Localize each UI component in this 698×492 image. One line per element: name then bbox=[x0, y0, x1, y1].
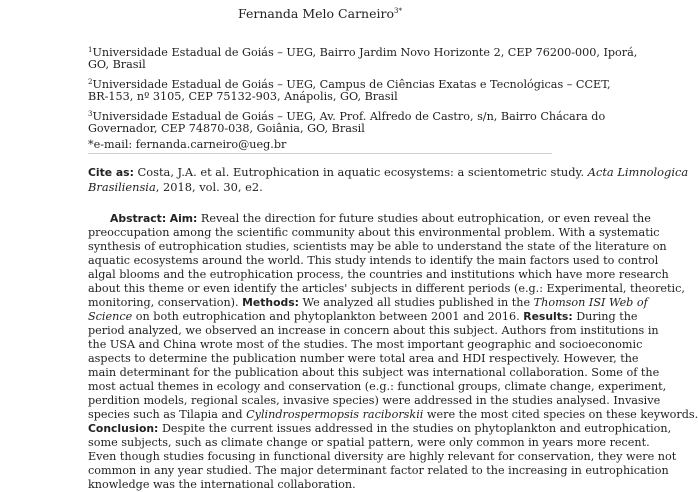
abstract-line-9: period analyzed, we observed an increase in concern about this subject. Authors from institutions in bbox=[88, 324, 659, 337]
affiliation-3-line-1: $^3$Universidade Estadual de Goiás – UEG, Av. Prof. Alfredo de Castro, s/n, Bairro Chácara do bbox=[88, 110, 606, 123]
abstract-line-7: monitoring, conservation). Methods: We analyzed all studies published in the Thomson ISI Web of bbox=[88, 296, 648, 309]
author-line bbox=[0, 6, 640, 21]
abstract-line-4: aquatic ecosystems around the world. This study intends to identify the main factors used to control bbox=[88, 254, 659, 267]
cite-line-2: Brasiliensia, 2018, vol. 30, e2. bbox=[88, 180, 263, 194]
email-line: *e-mail: fernanda.carneiro@ueg.br bbox=[88, 138, 287, 151]
cite-line-1: Cite as: Costa, J.A. et al. Eutrophication in aquatic ecosystems: a scientometric study. Acta Limnologica bbox=[88, 165, 689, 179]
divider bbox=[88, 153, 552, 154]
abstract-line-6: about this theme or even identify the articles' subjects in different periods (e.g.: Experimental, theoretic, bbox=[88, 282, 685, 295]
abstract-line-12: main determinant for the publication about this subject was international collaboration. Some of the bbox=[88, 366, 660, 379]
abstract-line-2: preoccupation among the scientific community about this environmental problem. With a systematic bbox=[88, 226, 660, 239]
affiliation-2-line-1: $^2$Universidade Estadual de Goiás – UEG, Campus de Ciências Exatas e Tecnológicas – CCET, bbox=[88, 78, 611, 91]
abstract-line-16: Conclusion: Despite the current issues addressed in the studies on phytoplankton and eutrophication, bbox=[88, 422, 672, 435]
author-name: Fernanda Melo Carneiro bbox=[238, 6, 394, 21]
abstract-line-19: common in any year studied. The major determinant factor related to the increasing in eutrophication bbox=[88, 464, 669, 477]
affiliation-2-line-2: BR-153, nº 3105, CEP 75132-903, Anápolis, GO, Brasil bbox=[88, 90, 398, 103]
abstract-line-20: knowledge was the international collaboration. bbox=[88, 478, 356, 491]
abstract-line-3: synthesis of eutrophication studies, scientists may be able to understand the state of the literature on bbox=[88, 240, 667, 253]
abstract-line-14: perdition models, regional scales, invasive species) were addressed in the studies analysed. Invasive bbox=[88, 394, 661, 407]
abstract-line-5: algal blooms and the eutrophication process, the countries and institutions which have more research bbox=[88, 268, 669, 281]
abstract-line-8: Science on both eutrophication and phytoplankton between 2001 and 2016. Results: During the bbox=[88, 310, 638, 323]
author-sup: 3* bbox=[394, 6, 402, 15]
affiliation-1-line-1: $^1$Universidade Estadual de Goiás – UEG, Bairro Jardim Novo Horizonte 2, CEP 76200-000, Iporá, bbox=[88, 46, 638, 59]
abstract-line-1: Abstract: Aim: Reveal the direction for future studies about eutrophication, or even reveal the bbox=[110, 212, 651, 225]
abstract-line-13: most actual themes in ecology and conservation (e.g.: functional groups, climate change, experiment, bbox=[88, 380, 667, 393]
abstract-line-17: some subjects, such as climate change or spatial pattern, were only common in years more recent. bbox=[88, 436, 650, 449]
abstract-line-18: Even though studies focusing in functional diversity are highly relevant for conservation, they were not bbox=[88, 450, 677, 463]
affiliation-3-line-2: Governador, CEP 74870-038, Goiânia, GO, Brasil bbox=[88, 122, 365, 135]
abstract-line-10: the USA and China wrote most of the studies. The most important geographic and socioeconomic bbox=[88, 338, 643, 351]
abstract-line-15: species such as Tilapia and Cylindrospermopsis raciborskii were the most cited species on these keywords. bbox=[88, 408, 698, 421]
affiliation-1-line-2: GO, Brasil bbox=[88, 58, 146, 71]
abstract-line-11: aspects to determine the publication number were total area and HDI respectively. However, the bbox=[88, 352, 639, 365]
